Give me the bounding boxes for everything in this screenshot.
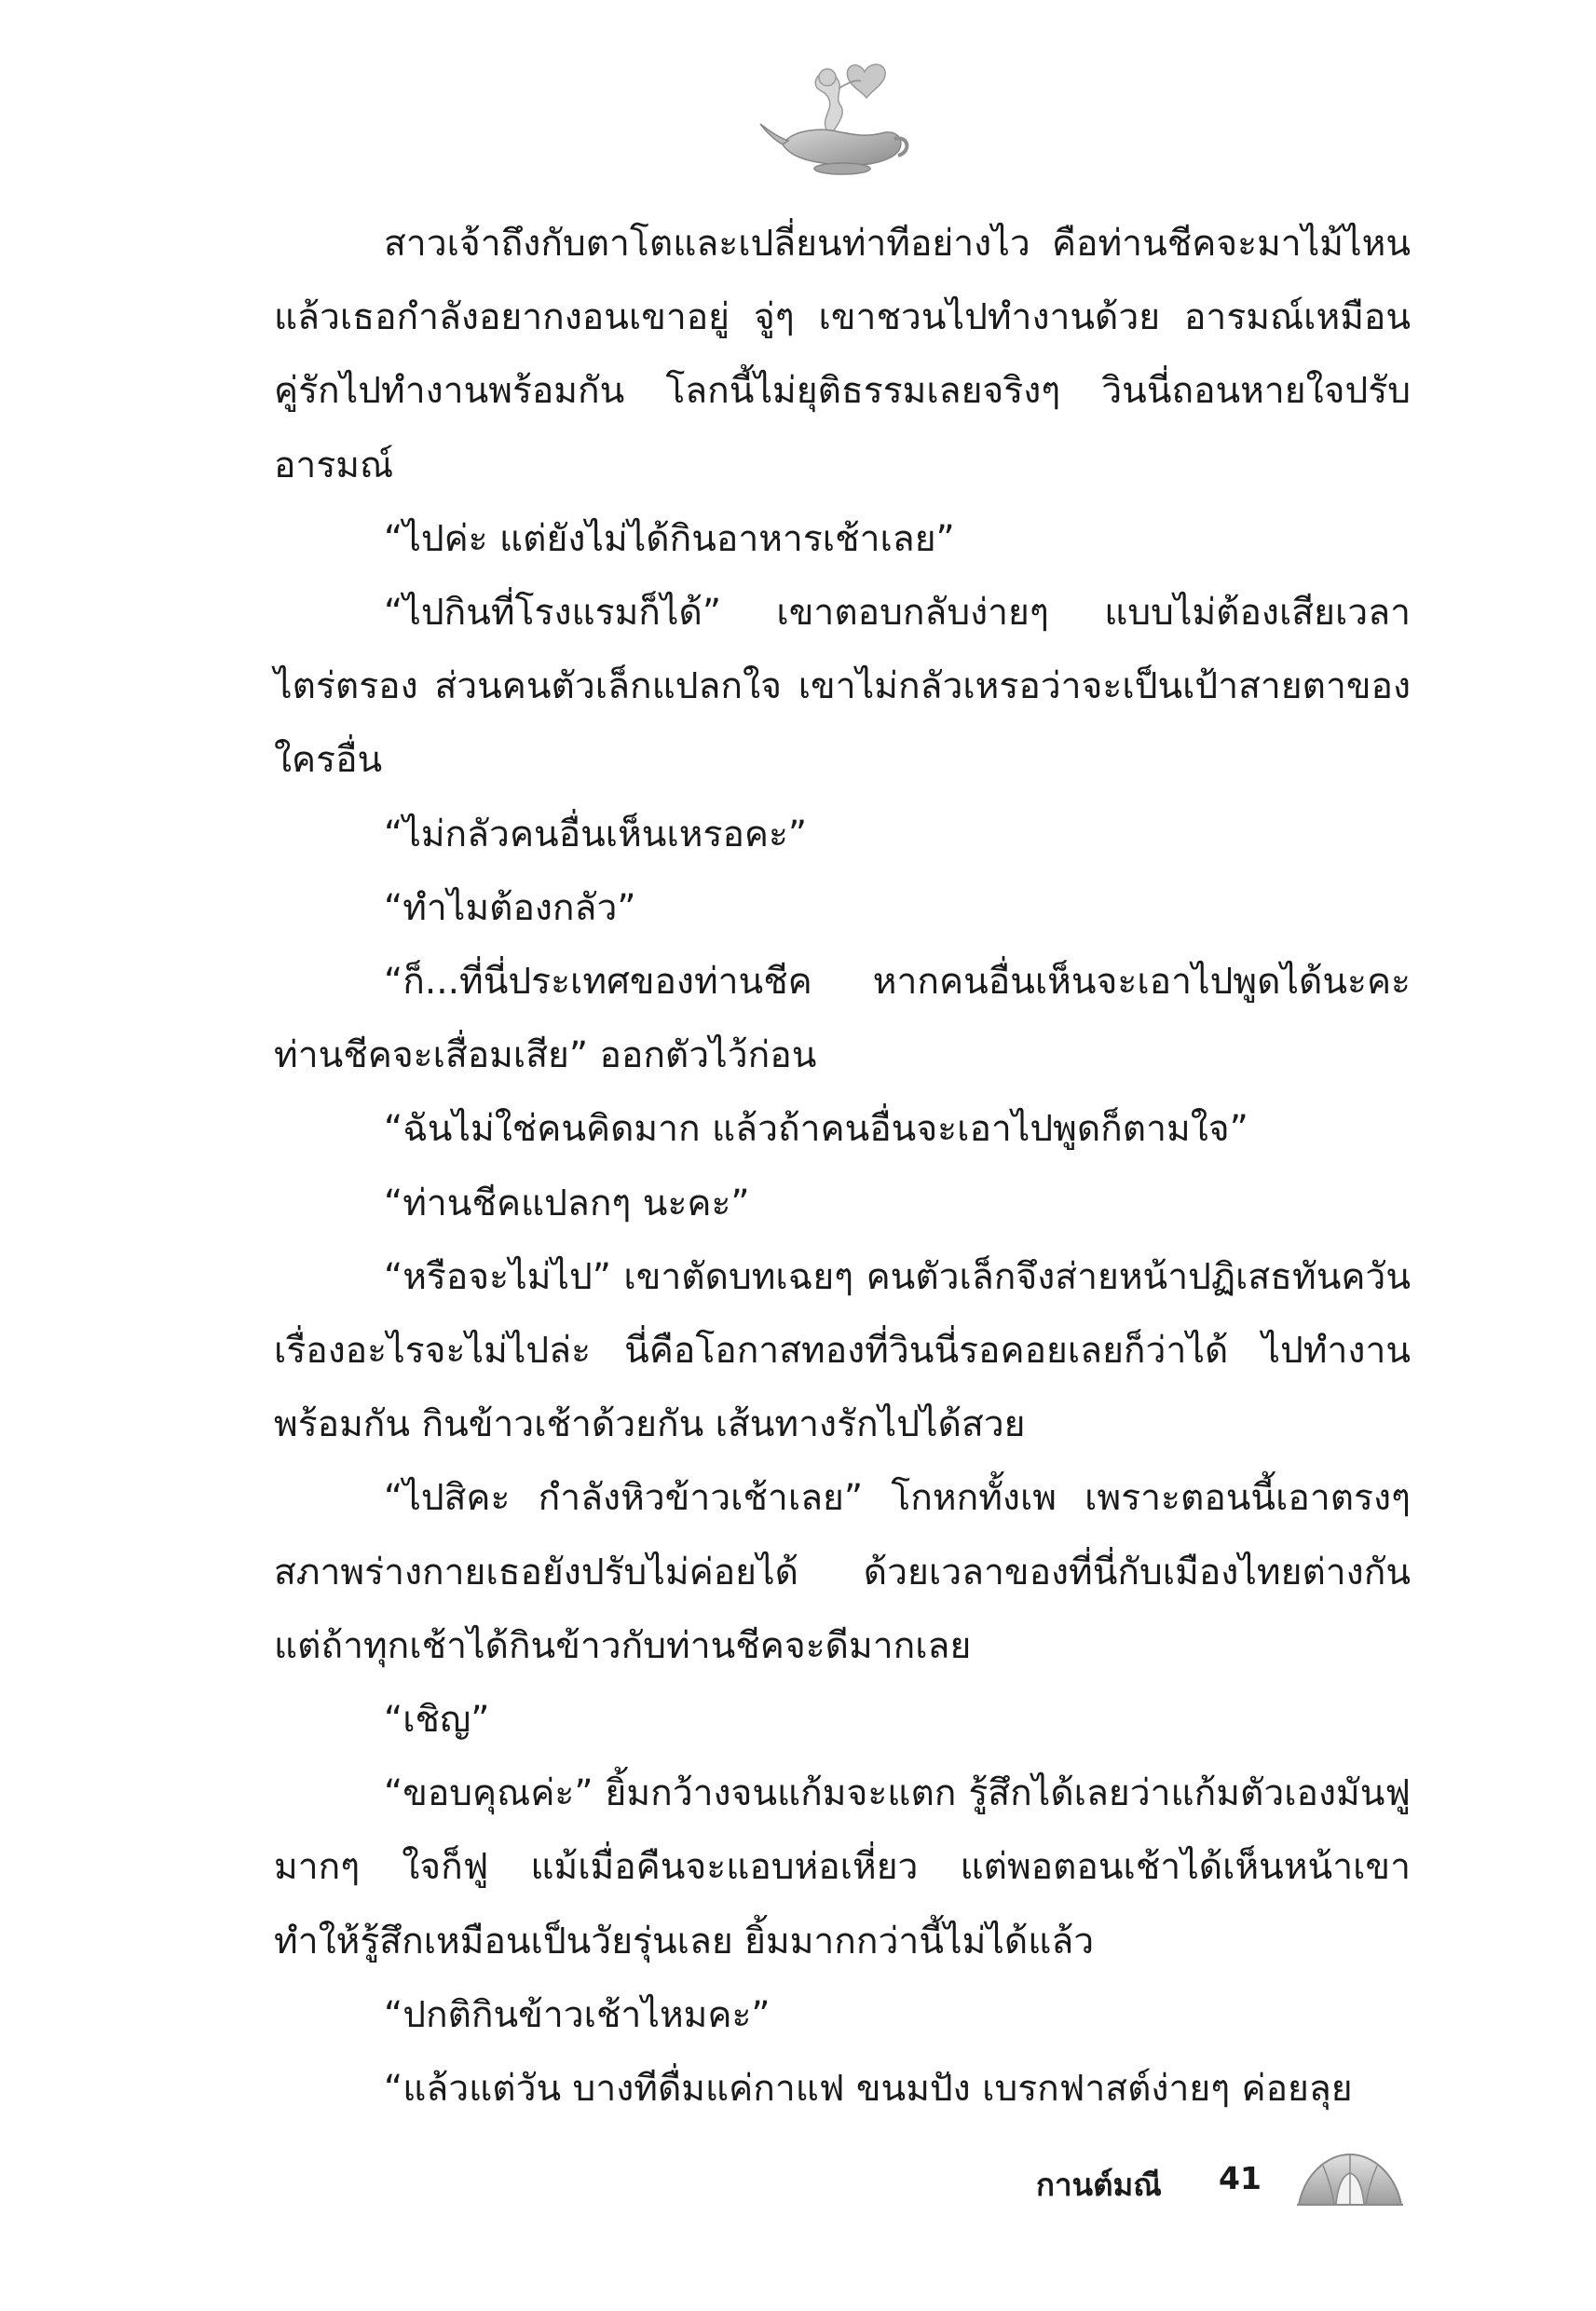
- paragraph: “ทำไมต้องกลัว”: [384, 886, 636, 929]
- genie-lamp-ornament-icon: [755, 51, 913, 177]
- paragraph: “ไปสิคะ กำลังหิวข้าวเช้าเลย” โกหกทั้งเพ เพราะตอนนี้เอาตรงๆ สภาพร่างกายเธอยังปรับไม่ค่อยได้ ด้วยเวลาของที่นี่กับเมืองไทยต่างกัน แต่ถ้าทุกเช้าได้กินข้าวกับท่านชีคจะดีมากเลย: [274, 1477, 1411, 1667]
- paragraph: “แล้วแต่วัน บางทีดื่มแค่กาแฟ ขนมปัง เบรกฟาสต์ง่ายๆ ค่อยลุย: [384, 2068, 1353, 2111]
- paragraph: “ไปค่ะ แต่ยังไม่ได้กินอาหารเช้าเลย”: [384, 517, 955, 560]
- paragraph: “ขอบคุณค่ะ” ยิ้มกว้างจนแก้มจะแตก รู้สึกได้เลยว่าแก้มตัวเองมันฟูมากๆ ใจก็ฟู แม้เมื่อคืนจะแอบห่อเหี่ยว แต่พอตอนเช้าได้เห็นหน้าเขา ทำให้รู้สึกเหมือนเป็นวัยรุ่นเลย ยิ้มมากกว่านี้ไม่ได้แล้ว: [274, 1772, 1411, 1962]
- paragraph: “ปกติกินข้าวเช้าไหมคะ”: [384, 1993, 771, 2036]
- page-footer: [988, 2143, 1416, 2218]
- paragraph: สาวเจ้าถึงกับตาโตและเปลี่ยนท่าทีอย่างไว คือท่านชีคจะมาไม้ไหน แล้วเธอกำลังอยากงอนเขาอยู่ จู่ๆ เขาชวนไปทำงานด้วย อารมณ์เหมือนคู่รักไปทำงานพร้อมกัน โลกนี้ไม่ยุติธรรมเลยจริงๆ วินนี่ถอนหายใจปรับอารมณ์: [274, 223, 1411, 486]
- paragraph: “ไปกินที่โรงแรมก็ได้” เขาตอบกลับง่ายๆ แบบไม่ต้องเสียเวลาไตร่ตรอง ส่วนคนตัวเล็กแปลกใจ เขาไม่กลัวเหรอว่าจะเป็นเป้าสายตาของใครอื่น: [274, 592, 1411, 782]
- paragraph: “หรือจะไม่ไป” เขาตัดบทเฉยๆ คนตัวเล็กจึงส่ายหน้าปฏิเสธทันควัน เรื่องอะไรจะไม่ไปล่ะ นี่คือโอกาสทองที่วินนี่รอคอยเลยก็ว่าได้ ไปทำงานพร้อมกัน กินข้าวเช้าด้วยกัน เส้นทางรักไปได้สวย: [274, 1255, 1411, 1446]
- tent-ornament-icon: [1295, 2147, 1405, 2212]
- page-number: 41: [1219, 2160, 1262, 2196]
- body-text: [274, 207, 1411, 2126]
- paragraph: “ท่านชีคแปลกๆ นะคะ”: [384, 1182, 750, 1224]
- book-title: กานต์มณี: [1036, 2167, 1162, 2203]
- paragraph: “ก็...ที่นี่ประเทศของท่านชีค หากคนอื่นเห็นจะเอาไปพูดได้นะคะ ท่านชีคจะเสื่อมเสีย” ออกตัวไว้ก่อน: [274, 961, 1411, 1077]
- paragraph: “ไม่กลัวคนอื่นเห็นเหรอคะ”: [384, 813, 808, 855]
- paragraph: “เชิญ”: [384, 1699, 490, 1742]
- paragraph: “ฉันไม่ใช่คนคิดมาก แล้วถ้าคนอื่นจะเอาไปพูดก็ตามใจ”: [384, 1108, 1248, 1151]
